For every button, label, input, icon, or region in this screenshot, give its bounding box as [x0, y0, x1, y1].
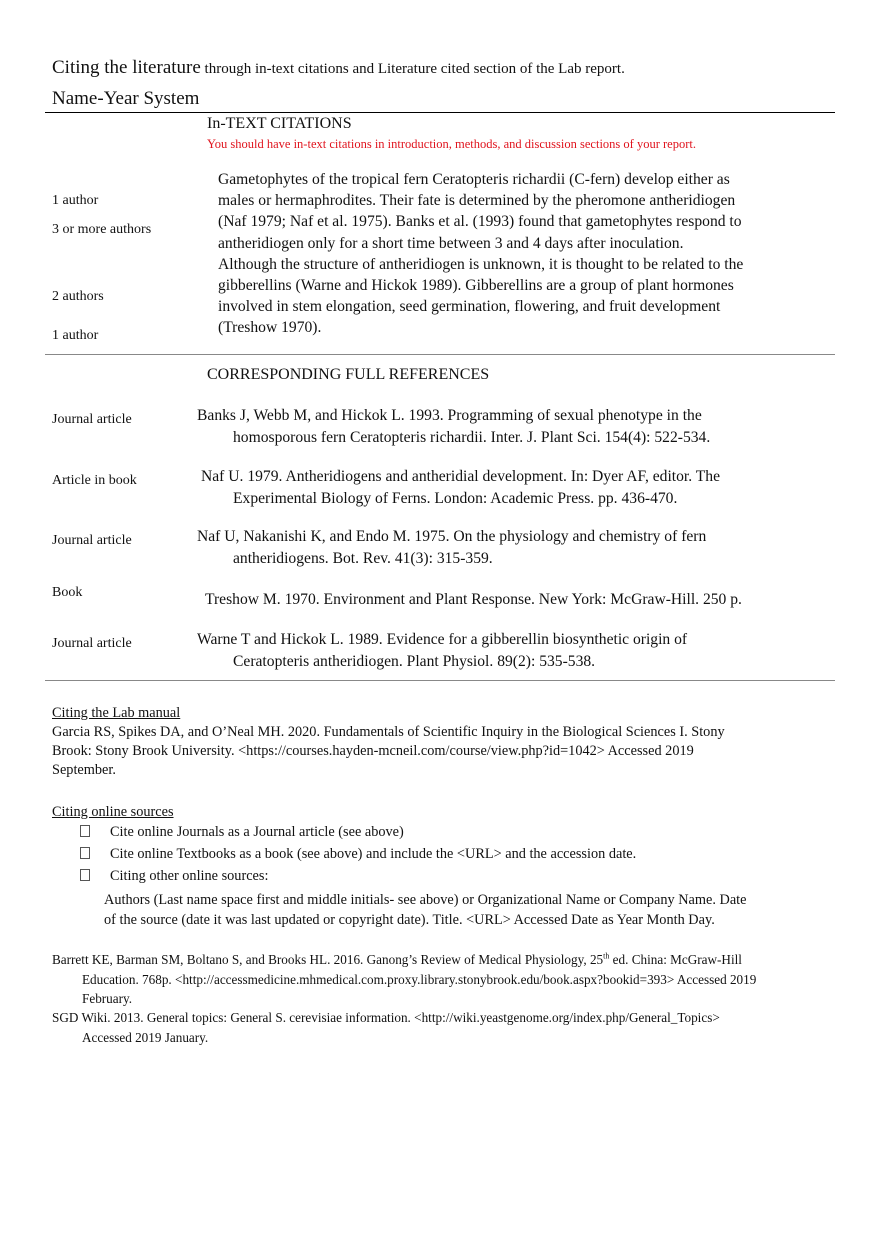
- paragraph-line: (Treshow 1970).: [218, 319, 322, 337]
- lab-manual-citation: [52, 723, 725, 780]
- description-line: Authors (Last name space first and middle initials- see above) or Organizational Name or Company Name. Date: [104, 892, 747, 908]
- online-heading: Citing online sources: [52, 804, 174, 820]
- reference-entry-3: [197, 526, 827, 570]
- reference-entry-1: [197, 405, 827, 449]
- reference-entry-4: [205, 589, 835, 611]
- lab-manual-heading: Citing the Lab manual: [52, 705, 181, 721]
- example-line: Accessed 2019 January.: [82, 1029, 209, 1045]
- paragraph-line: Gametophytes of the tropical fern Ceratopteris richardii (C-fern) develop either as: [218, 171, 730, 188]
- ref-type-1: Journal article: [52, 412, 132, 427]
- references-divider: [45, 680, 835, 681]
- label-3-authors: 3 or more authors: [52, 222, 152, 237]
- reference-line: Experimental Biology of Ferns. London: Academic Press. pp. 436-470.: [233, 490, 678, 507]
- reference-line: Ceratopteris antheridiogen. Plant Physiol. 89(2): 535-538.: [233, 653, 596, 670]
- online-example-1: [52, 950, 756, 1009]
- example-line: SGD Wiki. 2013. General topics: General S. cerevisiae information. <http://wiki.yeastgenome.org/index.php/General_Topics>: [52, 1010, 720, 1025]
- ref-type-5: Journal article: [52, 636, 132, 651]
- intext-divider: [45, 354, 835, 355]
- example-text: ed. China: McGraw-Hill: [609, 952, 742, 967]
- page-title: [52, 57, 625, 79]
- reference-line: Naf U, Nakanishi K, and Endo M. 1975. On the physiology and chemistry of fern: [197, 528, 707, 545]
- reference-entry-5: [197, 629, 827, 673]
- bullet-text: Cite online Textbooks as a book (see above) and include the <URL> and the accession date.: [110, 846, 637, 862]
- paragraph-line: males or hermaphrodites. Their fate is determined by the pheromone antheridiogen: [218, 192, 736, 210]
- lab-manual-line: Brook: Stony Brook University. <https://courses.hayden-mcneil.com/course/view.php?id=1042> Accessed 2019: [52, 743, 694, 759]
- label-1-author-2: 1 author: [52, 328, 99, 343]
- lab-manual-line: Garcia RS, Spikes DA, and O’Neal MH. 2020. Fundamentals of Scientific Inquiry in the Biological Sciences I. Stony: [52, 724, 725, 740]
- checkbox-bullet-icon: [80, 869, 90, 881]
- reference-entry-2: [201, 466, 831, 510]
- checkbox-bullet-icon: [80, 847, 90, 859]
- example-line: [52, 950, 756, 970]
- intext-heading: In-TEXT CITATIONS: [207, 115, 352, 132]
- reference-line: homosporous fern Ceratopteris richardii. Inter. J. Plant Sci. 154(4): 522-534.: [233, 429, 711, 446]
- online-example-2: [52, 1008, 720, 1047]
- ref-type-3: Journal article: [52, 533, 132, 548]
- bullet-text: Citing other online sources:: [110, 868, 269, 884]
- title-rest: through in-text citations and Literature cited section of the Lab report.: [200, 61, 625, 77]
- description-line: of the source (date it was last updated or copyright date). Title. <URL> Accessed Date as Year Month Day.: [104, 912, 715, 928]
- references-heading: CORRESPONDING FULL REFERENCES: [207, 366, 490, 383]
- reference-line: Warne T and Hickok L. 1989. Evidence for a gibberellin biosynthetic origin of: [197, 631, 688, 648]
- paragraph-line: (Naf 1979; Naf et al. 1975). Banks et al. (1993) found that gametophytes respond to: [218, 213, 742, 231]
- bullet-item-2: [80, 846, 636, 863]
- bullet-text: Cite online Journals as a Journal article (see above): [110, 824, 404, 840]
- intext-example-paragraph: [218, 169, 823, 339]
- citation-system: Name-Year System: [52, 88, 200, 109]
- bullet-item-1: [80, 824, 404, 841]
- title-emphasis: Citing the literature: [52, 57, 201, 78]
- header-divider: [45, 112, 835, 113]
- example-line: Education. 768p. <http://accessmedicine.mhmedical.com.proxy.library.stonybrook.edu/book.aspx?bookid=393> Accessed 2019: [82, 971, 757, 987]
- paragraph-line: gibberellins (Warne and Hickok 1989). Gibberellins are a group of plant hormones: [218, 277, 734, 295]
- intext-note: You should have in-text citations in introduction, methods, and discussion sections of your report.: [207, 137, 696, 151]
- reference-line: Banks J, Webb M, and Hickok L. 1993. Programming of sexual phenotype in the: [197, 407, 702, 424]
- checkbox-bullet-icon: [80, 825, 90, 837]
- reference-line: Treshow M. 1970. Environment and Plant Response. New York: McGraw-Hill. 250 p.: [205, 591, 742, 608]
- ref-type-2: Article in book: [52, 473, 137, 488]
- example-line: February.: [82, 991, 133, 1006]
- label-2-authors: 2 authors: [52, 289, 104, 304]
- paragraph-line: involved in stem elongation, seed germination, flowering, and fruit development: [218, 298, 721, 316]
- example-text: Barrett KE, Barman SM, Boltano S, and Brooks HL. 2016. Ganong’s Review of Medical Physiology, 25: [52, 952, 604, 967]
- superscript: th: [603, 951, 610, 961]
- bullet-item-3: [80, 868, 268, 885]
- paragraph-line: antheridiogen only for a short time between 3 and 4 days after inoculation.: [218, 234, 684, 252]
- reference-line: antheridiogens. Bot. Rev. 41(3): 315-359.: [233, 550, 493, 567]
- ref-type-4: Book: [52, 585, 83, 600]
- label-1-author: 1 author: [52, 193, 99, 208]
- reference-line: Naf U. 1979. Antheridiogens and antheridial development. In: Dyer AF, editor. The: [201, 468, 721, 485]
- lab-manual-line: September.: [52, 762, 116, 778]
- online-format-description: [104, 890, 747, 930]
- paragraph-line: Although the structure of antheridiogen is unknown, it is thought to be related to the: [218, 255, 744, 273]
